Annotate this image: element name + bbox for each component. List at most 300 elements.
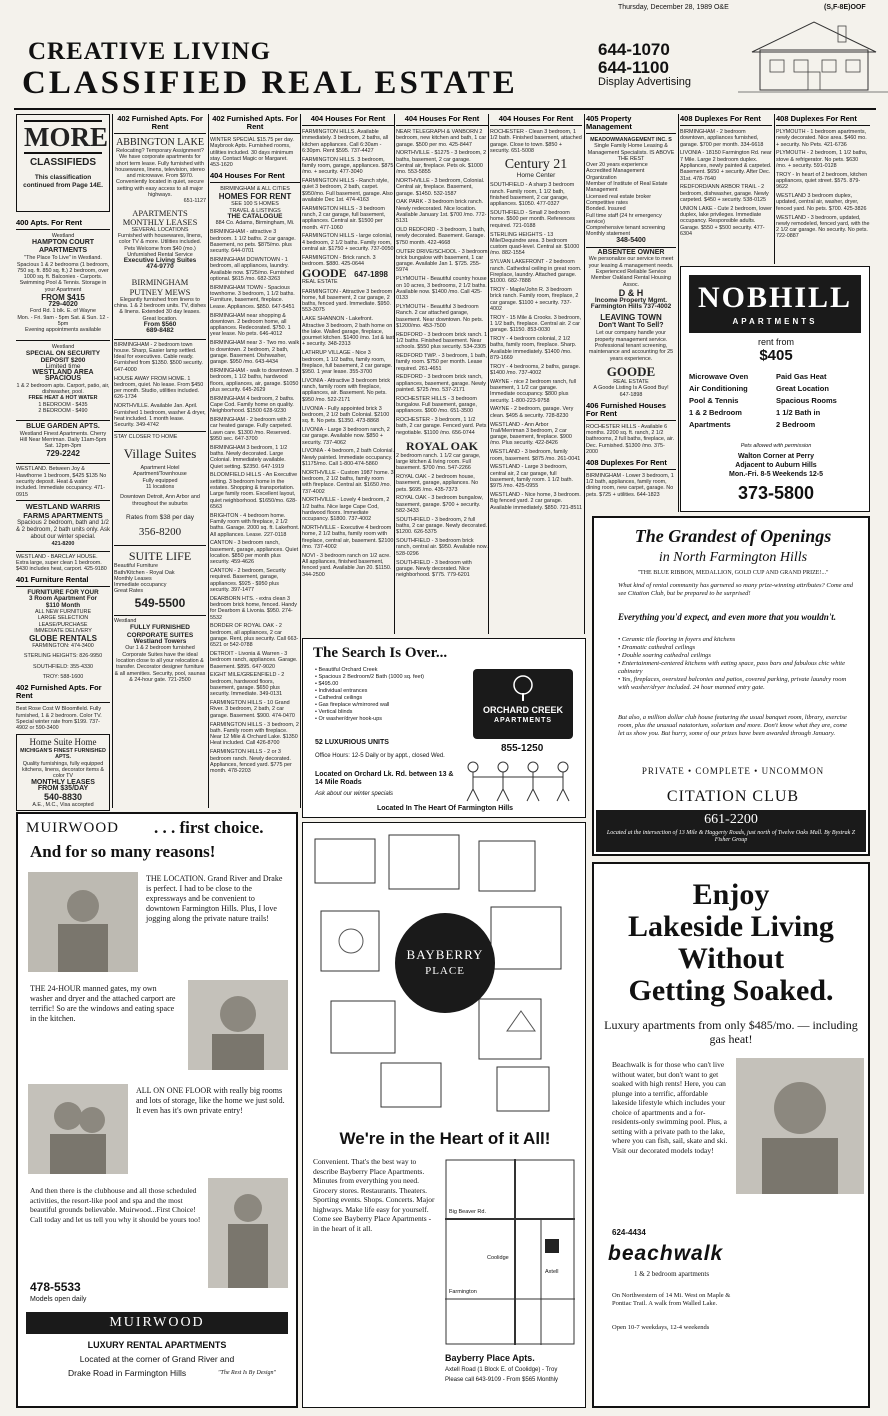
more-subtitle: CLASSIFIEDS: [29, 157, 97, 168]
ad-homes-for-rent: [210, 186, 300, 226]
nobhill-sub: APARTMENTS: [732, 317, 818, 326]
orchard-feature-7: [315, 709, 465, 716]
muirwood-hours: Models open daily: [30, 1296, 87, 1303]
ad-apartments-monthly: [114, 209, 206, 271]
village-rates: Rates from $38 per day: [126, 513, 194, 521]
nobhill-feature-grid: [689, 371, 863, 431]
mgmt-item-6: Bonded. Insured: [586, 206, 626, 213]
village-name: Village Suites: [123, 446, 197, 462]
listing-col3-12: CANTON - 3 bedroom ranch, basement, garage, appliances. Quiet location. $850 per month plus security. 459-4626: [210, 540, 299, 566]
suitelife-item-5: Great Rates: [114, 588, 144, 595]
listing-col3-2: BIRMINGHAM DOWNTOWN - 1 bedroom, all appliances, laundry. Available now. $725/mo. Furnished optional. $615 /mo. 682-3263: [210, 257, 294, 283]
bayberry-logo-block: [395, 913, 495, 1013]
mgmt-phone: 348-5400: [616, 236, 646, 244]
orchard-feature-4: [315, 688, 465, 695]
listing-royal-oak-5: SOUTHFIELD - 3 bedroom brick ranch, central air. $950. Available now. 528-0296: [396, 538, 488, 557]
goode7-phone: 647-1898: [619, 391, 643, 398]
ad-suite-life: [114, 545, 206, 610]
listing-col8-4: UNION LAKE - Cute 2 bedroom, lower duplex, lake privileges. Immediate occupancy. Responsible adults. Garage. $550 + $500 security. 477-6304: [680, 205, 772, 237]
absentee-title: ABSENTEE OWNER: [597, 249, 665, 257]
towers-name: FULLY FURNISHED CORPORATE SUITES: [126, 624, 194, 639]
more-body: This classification continued from Page 14E.: [23, 174, 103, 189]
hampton-area: Westland: [51, 233, 75, 239]
header-rule: [14, 108, 876, 110]
listing-col6b-2: SOUTHFIELD - Small 2 bedroom home. $500 per month. References required. 721-0188: [490, 210, 575, 229]
ad-absentee-owner: [586, 247, 676, 310]
map-label-big-beaver: Big Beaver Rd.: [449, 1209, 486, 1215]
citation-value: COMPLETE: [695, 766, 751, 776]
citation-feature-text: Entertainment-centered kitchens with eating space, pass bars and fabulous chic white cabinetry: [618, 660, 845, 675]
bullet-icon: •: [618, 660, 622, 667]
listing-col5-2: NORTHVILLE - $1275 - 3 bedroom, 2 baths, basement, 2 car garage. Central air, fireplace. Pets ok. $1000 /mo. 553-5855: [396, 150, 487, 176]
listing-col9-4: WESTLAND 3 bedroom duplex, updated, central air, washer, dryer, fenced yard. No pets. $700. 425-3826: [776, 193, 867, 212]
homesuite-title: Home Suite Home: [29, 737, 97, 748]
listing-royal-oak-4: SOUTHFIELD - 3 bedroom, 2 full baths, 2 car garage. Newly decorated. $1200. 626-5375: [396, 516, 488, 536]
listing-col3-17: EIGHT MILE/GREENFIELD - 2 bedroom, hardwood floors, basement, garage. $650 plus security. Immediate. 349-0131: [210, 672, 285, 698]
muirwood-photo-4: [208, 1178, 288, 1288]
listing-col3-11: BRIGHTON - 4 bedroom home. Family room with fireplace, 2 1/2 baths. Garage. 2000 sq. ft. Lakefront. All appliances. Lease. 227-0118: [210, 512, 300, 538]
citation-features: [618, 636, 852, 692]
phone-1: 644-1070: [598, 40, 670, 59]
absentee-phone: Farmington Hills 737-4002: [590, 303, 672, 311]
ad-home-suite-home: [16, 734, 110, 811]
col6-heading: 404 Houses For Rent: [490, 114, 582, 126]
abbington-name: ABBINGTON LAKE: [116, 137, 204, 148]
putney-from: From $560: [143, 320, 177, 328]
ad-orchard-creek: [302, 638, 586, 818]
listing-col3-19: FARMINGTON HILLS - 3 bedroom, 2 bath. Family room with fireplace. Near 12 Mile & Orchard Lake. $1350 Heat included. Call 426-8700: [210, 721, 299, 747]
globe-t3: $110 Month: [45, 601, 81, 609]
beachwalk-body: Beachwalk is for those who can't live without water, but don't want to get soaked with high rents! Here, you can plunge into a terrific, affordable lakeside lifestyle which includes your choice of apartments and a for-residents-only swimming pool. Plus, a setting with a private path to the lake, where you can fish, sail, skate and ski. Visit our decorated models today!: [612, 1060, 728, 1155]
suitelife-item-4: Immediate occupancy: [114, 582, 167, 589]
listing-col6b-11: WESTLAND - Ann Arbor Trail/Merriman 3 bedroom, 2 car garage, basement, fireplace. $900 /mo. Plus security. 422-8426: [490, 421, 572, 447]
furnished-apts-heading: 402 Furnished Apts. For Rent: [16, 683, 110, 703]
listing-col6b-6: TROY - 15 Mile & Crooks. 3 bedroom, 1 1/2 bath, fireplace. Central air. 2 car garage. $1150. 853-0030: [490, 314, 581, 334]
nobhill-hours: Mon.-Fri. 8-5 Weekends 12-5: [728, 471, 823, 478]
orchard-feature-text: Gas fireplace w/mirrored wall: [318, 702, 390, 708]
column-6: [490, 114, 582, 634]
orchard-feature-5: [315, 695, 465, 702]
ad-westland-towers: [114, 615, 206, 683]
nobhill-feature-row: [689, 419, 863, 431]
map-label-farmington: Farmington: [449, 1289, 477, 1295]
citation-closing: But also, a million dollar club house featuring the usual banquet room, library, exercise room, plus the unusual natatorium, solarium and more. Don't know what they are, come let us show you. But hurry, some of our prizes have been awarded through January.: [618, 714, 848, 737]
more-classifieds-box: [16, 114, 110, 212]
nobhill-rentfrom: rent from: [757, 337, 794, 347]
listing-col4b-10: NORTHVILLE - Executive 4 bedroom home, 2 1/2 baths, family room with fireplace, central air, basement. $2100 /mo. 737-4002: [302, 525, 394, 551]
orchard-feature-2: [315, 674, 465, 681]
orchard-loc: Located on Orchard Lk. Rd. between 13 & 14 Mile Roads: [315, 771, 454, 786]
suitelife-item-1: Beautiful Furniture: [114, 563, 159, 570]
mgmt-item-4: Licensed real estate broker: [586, 193, 652, 200]
muirwood-quote-2: THE 24-HOUR manned gates, my own washer and dryer and the attached carport are terrific! So are the windows and eating space in the kitchen.: [30, 984, 176, 1023]
nobhill-feature: Microwave Oven: [689, 372, 749, 381]
bullet-icon: •: [315, 667, 319, 673]
nobhill-pets: Pets allowed with permission: [740, 443, 812, 449]
ad-muirwood: [16, 812, 298, 1408]
column-9: [776, 114, 870, 264]
globe-item-1: ALL NEW FURNITURE: [34, 608, 92, 615]
bayberry-logo-1: BAYBERRY: [406, 947, 484, 962]
nobhill-feature: Apartments: [689, 420, 731, 429]
muirwood-logo: MUIRWOOD: [26, 820, 119, 836]
listing-col3-8: BIRMINGHAM - 2 bedroom with 2 car heated garage. Fully carpeted. Lawn care. $1300 /mo. Reserved. $950 sec. 647-3700: [210, 416, 293, 442]
muirwood-logo-footer: [26, 1312, 288, 1334]
globe-item-3: LEASE/PURCHASE: [38, 621, 88, 628]
beachwalk-hours: Open 10-7 weekdays, 12-4 weekends: [612, 1324, 710, 1331]
listing-col5-1: NEAR TELEGRAPH & VANBORN 2 bedroom, new kitchen and bath, 1 car garage. $500 per mo. 425-8447: [396, 129, 487, 148]
listing-col3-16: DETROIT - Livonia & Warren - 3 bedroom ranch, appliances. Garage. Basement. $895. 647-9020: [210, 651, 298, 670]
ad-abbington-lake: [114, 137, 206, 205]
listing-col6b-3: STERLING HEIGHTS - 13 Mile/Dequindre area. 3 bedroom custom quad-level. Central air. $1000 /mo. 882-1554: [490, 231, 580, 257]
col8-listings: [680, 129, 772, 237]
listing-col4b-9: NORTHVILLE - Lovely 4 bedroom, 2 1/2 baths. Nice large Cape Cod, hardwood floors. Immediate occupancy. $1800. 737-4002: [302, 497, 390, 523]
col7-heading: 405 Property Management: [586, 114, 676, 134]
muirwood-logo-footer-text: MUIRWOOD: [109, 1315, 205, 1330]
putney-desc: Elegantly furnished from linens to china. 1 & 2 bedroom units. TV, dishes & linens. Extended 30 day leases. Great location.: [114, 296, 206, 322]
citation-feature-4: [618, 660, 852, 676]
map-label-axtell: Axtell: [545, 1269, 559, 1275]
bayberry-phone: Please call 643-9109 - From $565 Monthly: [445, 1377, 559, 1383]
orchard-logo-1: ORCHARD CREEK: [482, 705, 563, 715]
mgmt-items: [586, 162, 676, 238]
listing-col6b-12: WESTLAND - 3 bedroom, family room, basement. $875 /mo. 261-0041: [490, 449, 581, 462]
apartments-name2: Executive Living Suites: [123, 257, 197, 265]
listing-col6b-13: WESTLAND - Large 3 bedroom, central air, 2 car garage, full basement, family room. 1 1/2 bath. $975 /mo. 425-0955: [490, 464, 573, 490]
orchard-units: 52 LUXURIOUS UNITS: [315, 739, 389, 746]
hampton-price: FROM $415: [41, 293, 85, 303]
orchard-feature-text: Beautiful Orchard Creek: [318, 667, 378, 673]
citation-title-2: in North Farmington Hills: [658, 550, 808, 565]
beachwalk-logo: beachwalk: [608, 1242, 724, 1265]
citation-intro: What kind of rental community has garnered so many prize-winning attributes? Come and see Citation Club, but be prepared to be surprised!: [618, 582, 853, 597]
muirwood-footer-3: Drake Road in Farmington Hills: [68, 1368, 187, 1378]
nobhill-feature-row: [689, 383, 863, 395]
col-rule-3: [300, 114, 301, 808]
muirwood-phone: 478-5533: [30, 1280, 81, 1294]
bayberry-body: Convenient. That's the best way to describe Bayberry Place Apartments. Minutes from everything you need. Grocery stores. Restaurants. Theaters. Sporting events. Shops. Concerts. Major highways. Make life easy for yourself. Come see Bayberry Place Apartments - in the heart of it all.: [313, 1157, 435, 1233]
column-7: [586, 114, 676, 509]
listing-col4b-2: LAKE SHANNON - Lakefront. Attractive 3 bedroom, 2 bath home on the lake. Walled garage, fireplace, gourmet kitchen. $1400 /mo. 1st & last + security. 348-2313: [302, 316, 394, 348]
goode-sub: REAL ESTATE: [302, 279, 338, 286]
westland-price-2: 2 BEDROOM - $490: [38, 407, 88, 414]
col3-listings: [210, 229, 300, 774]
ad-house-away: HOUSE AWAY FROM HOME. 1 bedroom, quiet. No lease. From $450 per month. Studio, utilities included. 626-1734: [114, 375, 204, 401]
nobhill-loc2: Adjacent to Auburn Hills: [735, 462, 817, 469]
listing-col3-18: FARMINGTON HILLS - 10 Grand River. 3 bedroom, 2 bath, 2 car garage. Basement. $900. 474-0470: [210, 700, 295, 719]
homesuite-from: FROM $35/DAY: [37, 784, 89, 792]
putney-name: BIRMINGHAM PUTNEY MEWS: [129, 276, 191, 297]
orchard-feature-text: Cathedral ceilings: [318, 695, 363, 701]
citation-phone-band: [596, 810, 866, 852]
bullet-icon: •: [315, 688, 319, 694]
listing-col4-1: FARMINGTON HILLS. Available immediately. 3 bedroom, 2 baths, all kitchen appliances. Call 6:30am - 6:30pm. Rent $595. 737-4427: [302, 129, 389, 154]
bayberry-headline: We're in the Heart of it All!: [339, 1129, 551, 1148]
putney-phone: 689-8482: [146, 327, 174, 335]
towers-name2: Westland Towers: [133, 638, 187, 646]
beachwalk-beds: 1 & 2 bedroom apartments: [634, 1270, 710, 1278]
listing-col6b-1: SOUTHFIELD - A sharp 3 bedroom ranch. Family room, 1 1/2 bath, finished basement, 2 car garage, appliances. $1050. 477-0327: [490, 182, 575, 208]
duplexes-heading-7: 408 Duplexes For Rent: [586, 458, 676, 470]
ad-citation-club: [592, 516, 870, 856]
nobhill-feature: Spacious Rooms: [776, 396, 837, 405]
nobhill-feature-row: [689, 371, 863, 383]
westland-heat: FREE HEAT & HOT WATER: [28, 395, 98, 402]
listing-col6-1: ROCHESTER - Clean 3 bedroom, 1 1/2 bath. Finished basement, attached garage. Close to town. $850 + security. 651-5008: [490, 129, 582, 154]
citation-feature-text: Dramatic cathedral ceilings: [621, 644, 696, 651]
village-desc: Downtown Detroit, Ann Arbor and throughout the suburbs: [120, 494, 200, 507]
col-rule-6: [584, 114, 585, 634]
ad-globe-rentals: [16, 590, 110, 680]
citation-logo: CITATION CLUB: [666, 788, 800, 805]
ad-beachwalk: [592, 862, 870, 1408]
more-title: MORE: [24, 122, 108, 152]
listing-col5-11: REDFORD - 3 bedroom brick ranch, appliances, basement, garage. Newly painted. $725 /mo. 537-2171: [396, 374, 486, 393]
ad-westland-area: [16, 340, 110, 415]
apartments-loc: SEVERAL LOCATIONS: [131, 226, 189, 233]
citation-feature-3: [618, 652, 852, 660]
homesuite-phone: 540-8830: [43, 792, 83, 803]
col4-heading: 404 Houses For Rent: [302, 114, 394, 126]
westland-limited: Limited time: [45, 362, 81, 370]
westland-price-1: 1 BEDROOM - $435: [38, 401, 88, 408]
bullet-icon: •: [315, 702, 319, 708]
listing-col3-4: BIRMINGHAM near shopping & downtown. 2 bedroom home, all appliances. Redecorated. $750. 1 year lease. No pets. 646-4012: [210, 312, 291, 338]
bullet-icon: •: [618, 652, 622, 659]
citation-title-1: The Grandest of Openings: [634, 526, 832, 546]
nobhill-feature: 1 & 2 Bedroom: [689, 408, 742, 417]
column-1: [16, 114, 110, 809]
nobhill-logo-block: [689, 275, 861, 333]
ad-blue-garden: [16, 420, 110, 459]
muirwood-footer-2: Located at the corner of Grand River and: [79, 1354, 235, 1364]
title-classified-real-estate: CLASSIFIED REAL ESTATE: [22, 65, 518, 101]
orchard-feature-text: Spacious 2 Bedroom/2 Bath (1000 sq. feet): [318, 674, 424, 680]
orchard-feature-3: [315, 681, 465, 688]
citation-feature-text: Yes, fireplaces, oversized balconies and patios, covered parking, private laundry room with washer/dryer included. 24 hour manned entry gate.: [618, 676, 847, 691]
beachwalk-h3: Without: [677, 942, 785, 975]
globe-southfield: SOUTHFIELD: 355-4330: [33, 663, 93, 670]
orchard-feature-text: Or washer/dryer hook-ups: [318, 716, 383, 722]
westland-area: Westland: [51, 343, 75, 350]
col4-listings-2: [302, 289, 394, 578]
hampton-name: HAMPTON COURT APARTMENTS: [31, 239, 95, 255]
nobhill-feature: Paid Gas Heat: [776, 372, 827, 381]
nobhill-features: [689, 371, 863, 431]
listing-col4b-5: LIVONIA - Fully appointed brick 3 bedroom, 2 1/2 bath Colonial. $2100 sq. ft. No pets. $1350. 473-8868: [302, 405, 390, 425]
listing-col4b-6: LIVONIA - Large 3 bedroom ranch, 2 car garage. Available now. $850 + security. 737-4062: [302, 426, 390, 446]
listing-royal-oak-3: ROYAL OAK - 3 bedroom bungalow, basement, garage. $700 + security. 582-3433: [396, 495, 483, 514]
col-rule-8: [774, 114, 775, 264]
listing-col6b-5: TROY - Maple/John R. 3 bedroom brick ranch. Family room, fireplace, 2 car garage. $1100 + security. 737-4002: [490, 286, 579, 312]
globe-item-4: IMMEDIATE DELIVERY: [34, 627, 92, 634]
listing-col3-10: BLOOMFIELD HILLS - An Executive setting. 3 bedroom home in the estates. Shopping & transportation. Large family room. Excellent layout, quiet neighborhood. $1650/mo. 628-6563: [210, 472, 298, 510]
hampton-hours: Mon. - Fri. 9am - 5pm Sat. & Sun. 12 - 5pm: [17, 314, 109, 327]
bullet-icon: •: [315, 695, 319, 701]
citation-values: [602, 766, 864, 776]
nobhill-logo: NOBHILL: [697, 281, 853, 314]
orchard-feature-8: [315, 716, 465, 723]
listing-royal-oak-1: 2 bedroom ranch. 1 1/2 car garage, large kitchen & living room. Full basement. $700 /mo. 547-2266: [396, 452, 481, 472]
col2-heading: 402 Furnished Apts. For Rent: [114, 114, 206, 134]
bullet-icon: •: [618, 644, 622, 651]
beachwalk-loc: On Northwestern of 14 Mi. West on Maple & Pontiac Trail. A walk from Walled Lake.: [612, 1292, 731, 1307]
century-sub: Home Center: [516, 172, 556, 180]
listing-col4b-11: NOVI - 3 bedroom ranch on 1/2 acre. All appliances, finished basement, fenced yard. Available Jan 20. $1150. 344-2500: [302, 552, 392, 578]
orchard-phone: 855-1250: [501, 743, 544, 754]
nobhill-feature-row: [689, 407, 863, 419]
village-item-1: Apartment Hotel: [140, 465, 180, 472]
listing-col9-5: WESTLAND - 3 bedroom, updated, newly remodeled, fenced yard, with the 2 1/2 car garage. No security. No pets. 722-0887: [776, 214, 870, 240]
nobhill-price: $405: [759, 347, 793, 364]
nobhill-loc1: Walton Corner at Perry: [738, 453, 814, 460]
beachwalk-h2: Lakeside Living: [628, 910, 834, 943]
absentee-sub: Income Property Mgmt.: [594, 296, 668, 304]
orchard-feature-1: [315, 667, 465, 674]
column-8: [680, 114, 772, 264]
hampton-location: Ford Rd. 1 blk. E. of Wayne: [29, 308, 96, 315]
hampton-desc: "The Place To Live" in Westland. Spacious 1 & 2 bedrooms (1 bedroom, 750 sq. ft. 850 sq. ft.) 2 bedroom, over 1000 sq. ft. Balconies - Carports. Swimming Pool & Tennis. Storage in your Apartment: [16, 255, 110, 293]
mgmt-item-3: Member of Institute of Real Estate Management: [586, 181, 668, 194]
warris-phone: 421-8200: [51, 541, 75, 548]
separator-dot-icon: •: [684, 766, 696, 776]
nobhill-phone: 373-5800: [737, 483, 815, 503]
leaving-t2: Don't Want To Sell?: [598, 322, 664, 330]
section-code: (S,F-8E)OOF: [824, 4, 866, 11]
listing-col4b-3: LATHRUP VILLAGE - Nice 3 bedroom, 1 1/2 baths, family room, fireplace, full basement, 2 car garage. $950. 1 year lease. 355-3700: [302, 350, 393, 376]
col1-heading: 400 Apts. For Rent: [16, 218, 110, 230]
bullet-icon: •: [315, 674, 319, 680]
towers-area: Westland: [114, 617, 137, 624]
orchard-logo-2: APARTMENTS: [493, 717, 553, 724]
listing-col3-6: BIRMINGHAM - walk to downtown. 3 bedroom, 1 1/2 baths, hardwood floors, appliances, air, garage. $1050 plus security. 645-2629: [210, 367, 299, 393]
goode-phone: 647-1898: [354, 269, 388, 279]
listing-col6b-10: WAYNE - 2 bedroom, garage. Very clean. $495 & security. 728-8230: [490, 406, 574, 419]
goode7-sub: REAL ESTATE: [613, 378, 649, 385]
listing-col6b-8: TROY - 4 bedrooms, 2 baths, garage. $1400 /mo. 737-4002: [490, 363, 581, 376]
apartments-name: APARTMENTS MONTHLY LEASES: [122, 207, 198, 227]
listing-col4-3: FARMINGTON HILLS - Ranch style, quiet 3 bedroom, 2 bath, carpet. $950/mo. Full basement, garage. Also available Dec 1st. 474-4163: [302, 178, 393, 203]
nobhill-price-value: 405: [767, 347, 793, 364]
listing-col6b-9: WAYNE - nice 2 bedroom ranch, full basement, 1 1/2 car garage. Immediate occupancy. $800 plus security. 1-800-223-9758: [490, 378, 576, 404]
col6-listings: [490, 129, 582, 154]
suitelife-name: SUITE LIFE: [128, 549, 192, 564]
listing-col3-7: BIRMINGHAM 4 bedroom, 2 baths. Cape Cod. Family home on quality. Neighborhood. $1500 628-9230: [210, 395, 295, 415]
muirwood-headline-2: And for so many reasons!: [30, 842, 216, 861]
listing-royal-oak-2: ROYAL OAK - 2 bedroom house, basement, garage, appliances. No pets. $695 /mo. 435-7373: [396, 473, 479, 493]
ad-northville: NORTHVILLE. Available Jan. April. Furnished 1 bedroom, washer & dryer, heat included. 1 month lease. Security. 349-4742: [114, 403, 206, 429]
listing-col5-6: OUTER DRIVE/SCHOOL - 3 bedroom brick bungalow with basement, 1 car garage. Available Jan 1. $725. 255-5974: [396, 248, 488, 274]
listing-col5-9: REDFORD - 3 bedroom brick ranch. 1 1/2 baths. Finished basement. Near schools. $550 plus security. 534-2305: [396, 331, 488, 351]
citation-feature-1: [618, 636, 852, 644]
ad-goode-col4: [302, 265, 394, 286]
mgmt-item-1: Over 20 years experience: [586, 162, 648, 169]
leaving-t1: LEAVING TOWN: [600, 313, 662, 323]
house-illustration: [738, 16, 888, 98]
phone-2: 644-1100: [598, 58, 669, 77]
mgmt-name: MEADOWMANAGEMENT INC. S: [590, 137, 672, 143]
ad-best-rose: Best Rose Cost W Bloomfield. Fully furnished, 1 & 2 bedroom. Color TV. Special winter rate from $199. 737-4902 or 590-3400: [16, 706, 102, 732]
mgmt-item-8: Comprehensive tenant screening: [586, 225, 666, 232]
furniture-rental-heading: 401 Furniture Rental: [16, 575, 110, 587]
listing-col5-3: NORTHVILLE - 3 bedroom, Colonial. Central air, fireplace. Basement, garage. $1450. 532-1587: [396, 178, 485, 197]
bullet-icon: •: [618, 676, 622, 683]
homesuite-cards: A.E., M.C., Visa accepted: [32, 802, 94, 809]
mgmt-item-5: Competitive rates: [586, 199, 628, 206]
ad-birmingham-townhouse: BIRMINGHAM - 2 bedroom town house. Sharp, Easier lamp settled. Ideal for executives. Cable ready. Furnished from $1350. $500 security. 647-4000: [114, 339, 206, 373]
listing-col4b-8: NORTHVILLE - Custom 1987 home. 3 bedroom, 2 1/2 baths, family room with fireplace. Central air. $1650 /mo. 737-4002: [302, 469, 394, 495]
nobhill-feature: 1 1/2 Bath in: [776, 408, 821, 417]
ad-meadow-management: [586, 137, 676, 244]
mgmt-item-9: Monthly statement: [586, 231, 631, 238]
homes-addr: 884 Co. Adams, Birmingham, Mi.: [215, 220, 295, 227]
muirwood-tag: "The Rest Is By Design": [218, 1370, 277, 1376]
royal-oak-name: ROYAL OAK: [406, 438, 478, 453]
mgmt-item-7: Full time staff (24 hr emergency service): [586, 212, 662, 225]
village-item-3: Fully equipped: [142, 477, 178, 484]
apartments-desc: Furnished with housewares, linens, color TV & more. Utilities included. Pets Welcome from $40 (mo.): [117, 232, 203, 252]
westland-name: WESTLAND AREA: [32, 369, 94, 377]
column-4: [302, 114, 394, 634]
suitelife-item-2: Bath/Kitchen - Royal Oak: [114, 569, 175, 576]
listing-col5-5: OLD REDFORD - 3 bedroom, 1 bath, newly decorated. Basement. Garage. $750 month. 422-4668: [396, 227, 486, 246]
globe-item-2: LARGE SELECTION: [37, 615, 89, 622]
listing-col8-1: BIRMINGHAM - 2 bedroom downtown, appliances furnished, garage. $700 per month. 334-6618: [680, 129, 764, 148]
globe-t1: FURNITURE FOR YOUR: [27, 589, 99, 597]
muirwood-headline-1: . . . first choice.: [154, 818, 264, 837]
listing-col4-5: FARMINGTON HILLS - large colonial, 4 bedroom, 2 1/2 baths. Family room, central air. $1750 + security. 737-0050: [302, 233, 394, 253]
listing-col9-3: TROY - In heart of 2 bedroom, kitchen appliances, quiet street. $575. 879-9622: [776, 171, 868, 191]
ad-hampton-court: [16, 233, 110, 334]
listing-col5-12: ROCHESTER HILLS - 3 bedroom bungalow. Full basement, garage, appliances. $900 /mo. 651-3500: [396, 395, 477, 415]
homesuite-name: MICHIGAN'S FINEST FURNISHED APTS.: [20, 748, 106, 761]
bayberry-logo-2: PLACE: [425, 965, 465, 977]
nobhill-feature: Pool & Tennis: [689, 396, 739, 405]
orchard-features: [315, 667, 465, 723]
separator-dot-icon: •: [750, 766, 762, 776]
abbington-desc: Relocating? Temporary Assignment? We have corporate apartments for short term lease. Fully furnished with housewares, linens, television, stereo and microwave. From $970. Conveniently located in quiet, secure setting with easy access to all major highways.: [115, 148, 205, 199]
village-phone: 356-8200: [138, 526, 182, 539]
col6-listings-2: [490, 182, 582, 510]
listing-col3-3: BIRMINGHAM TOWN - Spacious townhome. 3 bedroom, 1 1/2 baths. Furniture, basement, fireplace. Lease. Appliances. $850. 647-5451: [210, 284, 295, 310]
citation-tagline: "THE BLUE RIBBON, MEDALLION, GOLD CUP AND GRAND PRIZE!...": [637, 570, 829, 576]
ad-century-21: [490, 157, 582, 179]
absentee-item-1: Experienced Reliable Service: [595, 268, 667, 275]
listing-col3-14: DEARBORN HTS. - extra clean 3 bedroom brick home, fenced. Handy for Dearborn & Livonia. $950. 274-5532: [210, 595, 297, 621]
listing-col3-20: FARMINGTON HILLS - 2 or 3 bedroom ranch. Newly decorated. Appliances, fenced yard. $775 per month. 478-2203: [210, 749, 292, 775]
listing-col8-2: LIVONIA - 18150 Farmington Rd. near 7 Mile. Large 2 bedroom duplex. Appliances, newly painted & carpeted. Basement. $650 + security. After Dec. 31st. 478-7640: [680, 150, 772, 182]
orchard-feature-6: [315, 702, 465, 709]
nobhill-feature: Air Conditioning: [689, 384, 748, 393]
globe-sterling: STERLING HEIGHTS: 826-9950: [23, 653, 103, 660]
listing-col5-10: REDFORD TWP. - 3 bedroom, 1 bath, family room. $750 per month. Lease required. 261-4651: [396, 353, 487, 372]
towers-desc: Our 1 & 2 bedroom furnished Corporate Suites have the ideal location close to all your relocation & transfer. Decorator designer furniture & all amenities. Security, pool, saunas & 24-hour gate. 721-2500: [114, 645, 206, 683]
muirwood-closing: And then there is the clubhouse and all those scheduled activities, the resort-like pool and spa and the most beautiful grounds believable. Muirwood...First Choice! Call today and let us tell you why it should be yours too!: [30, 1186, 201, 1224]
col-rule-5: [488, 114, 489, 634]
westland-spacious: SPACIOUS: [44, 375, 82, 383]
col8-heading: 408 Duplexes For Rent: [680, 114, 772, 126]
bluegarden-desc: Westland Finest Apartments. Cherry Hill Near Merriman. Daily 11am-5pm Sat. 12pm-3pm: [19, 430, 107, 450]
citation-feature-5: [618, 676, 852, 692]
bayberry-name: Bayberry Place Apts.: [445, 1353, 535, 1363]
homes-sub1: SEE 100 S HOMES: [231, 201, 279, 208]
col3-heading: 402 Furnished Apts. For Rent: [210, 114, 300, 134]
beachwalk-sub: Luxury apartments from only $485/mo. — including gas heat!: [604, 1018, 858, 1046]
hampton-extra: Evening appointments available: [24, 327, 102, 334]
listing-royal-oak-6: SOUTHFIELD - 3 bedroom with garage. Newly decorated. Nice neighborhood. $775. 779-6201: [396, 559, 472, 579]
ad-warris-farms: [16, 500, 110, 547]
ad-winter-special: WINTER SPECIAL $15.75 per day. Maybrook Apts. Furnished rooms, utilities included. 30 days minimum stay. Contact Magic or Margaret. 453-1620: [210, 137, 294, 169]
